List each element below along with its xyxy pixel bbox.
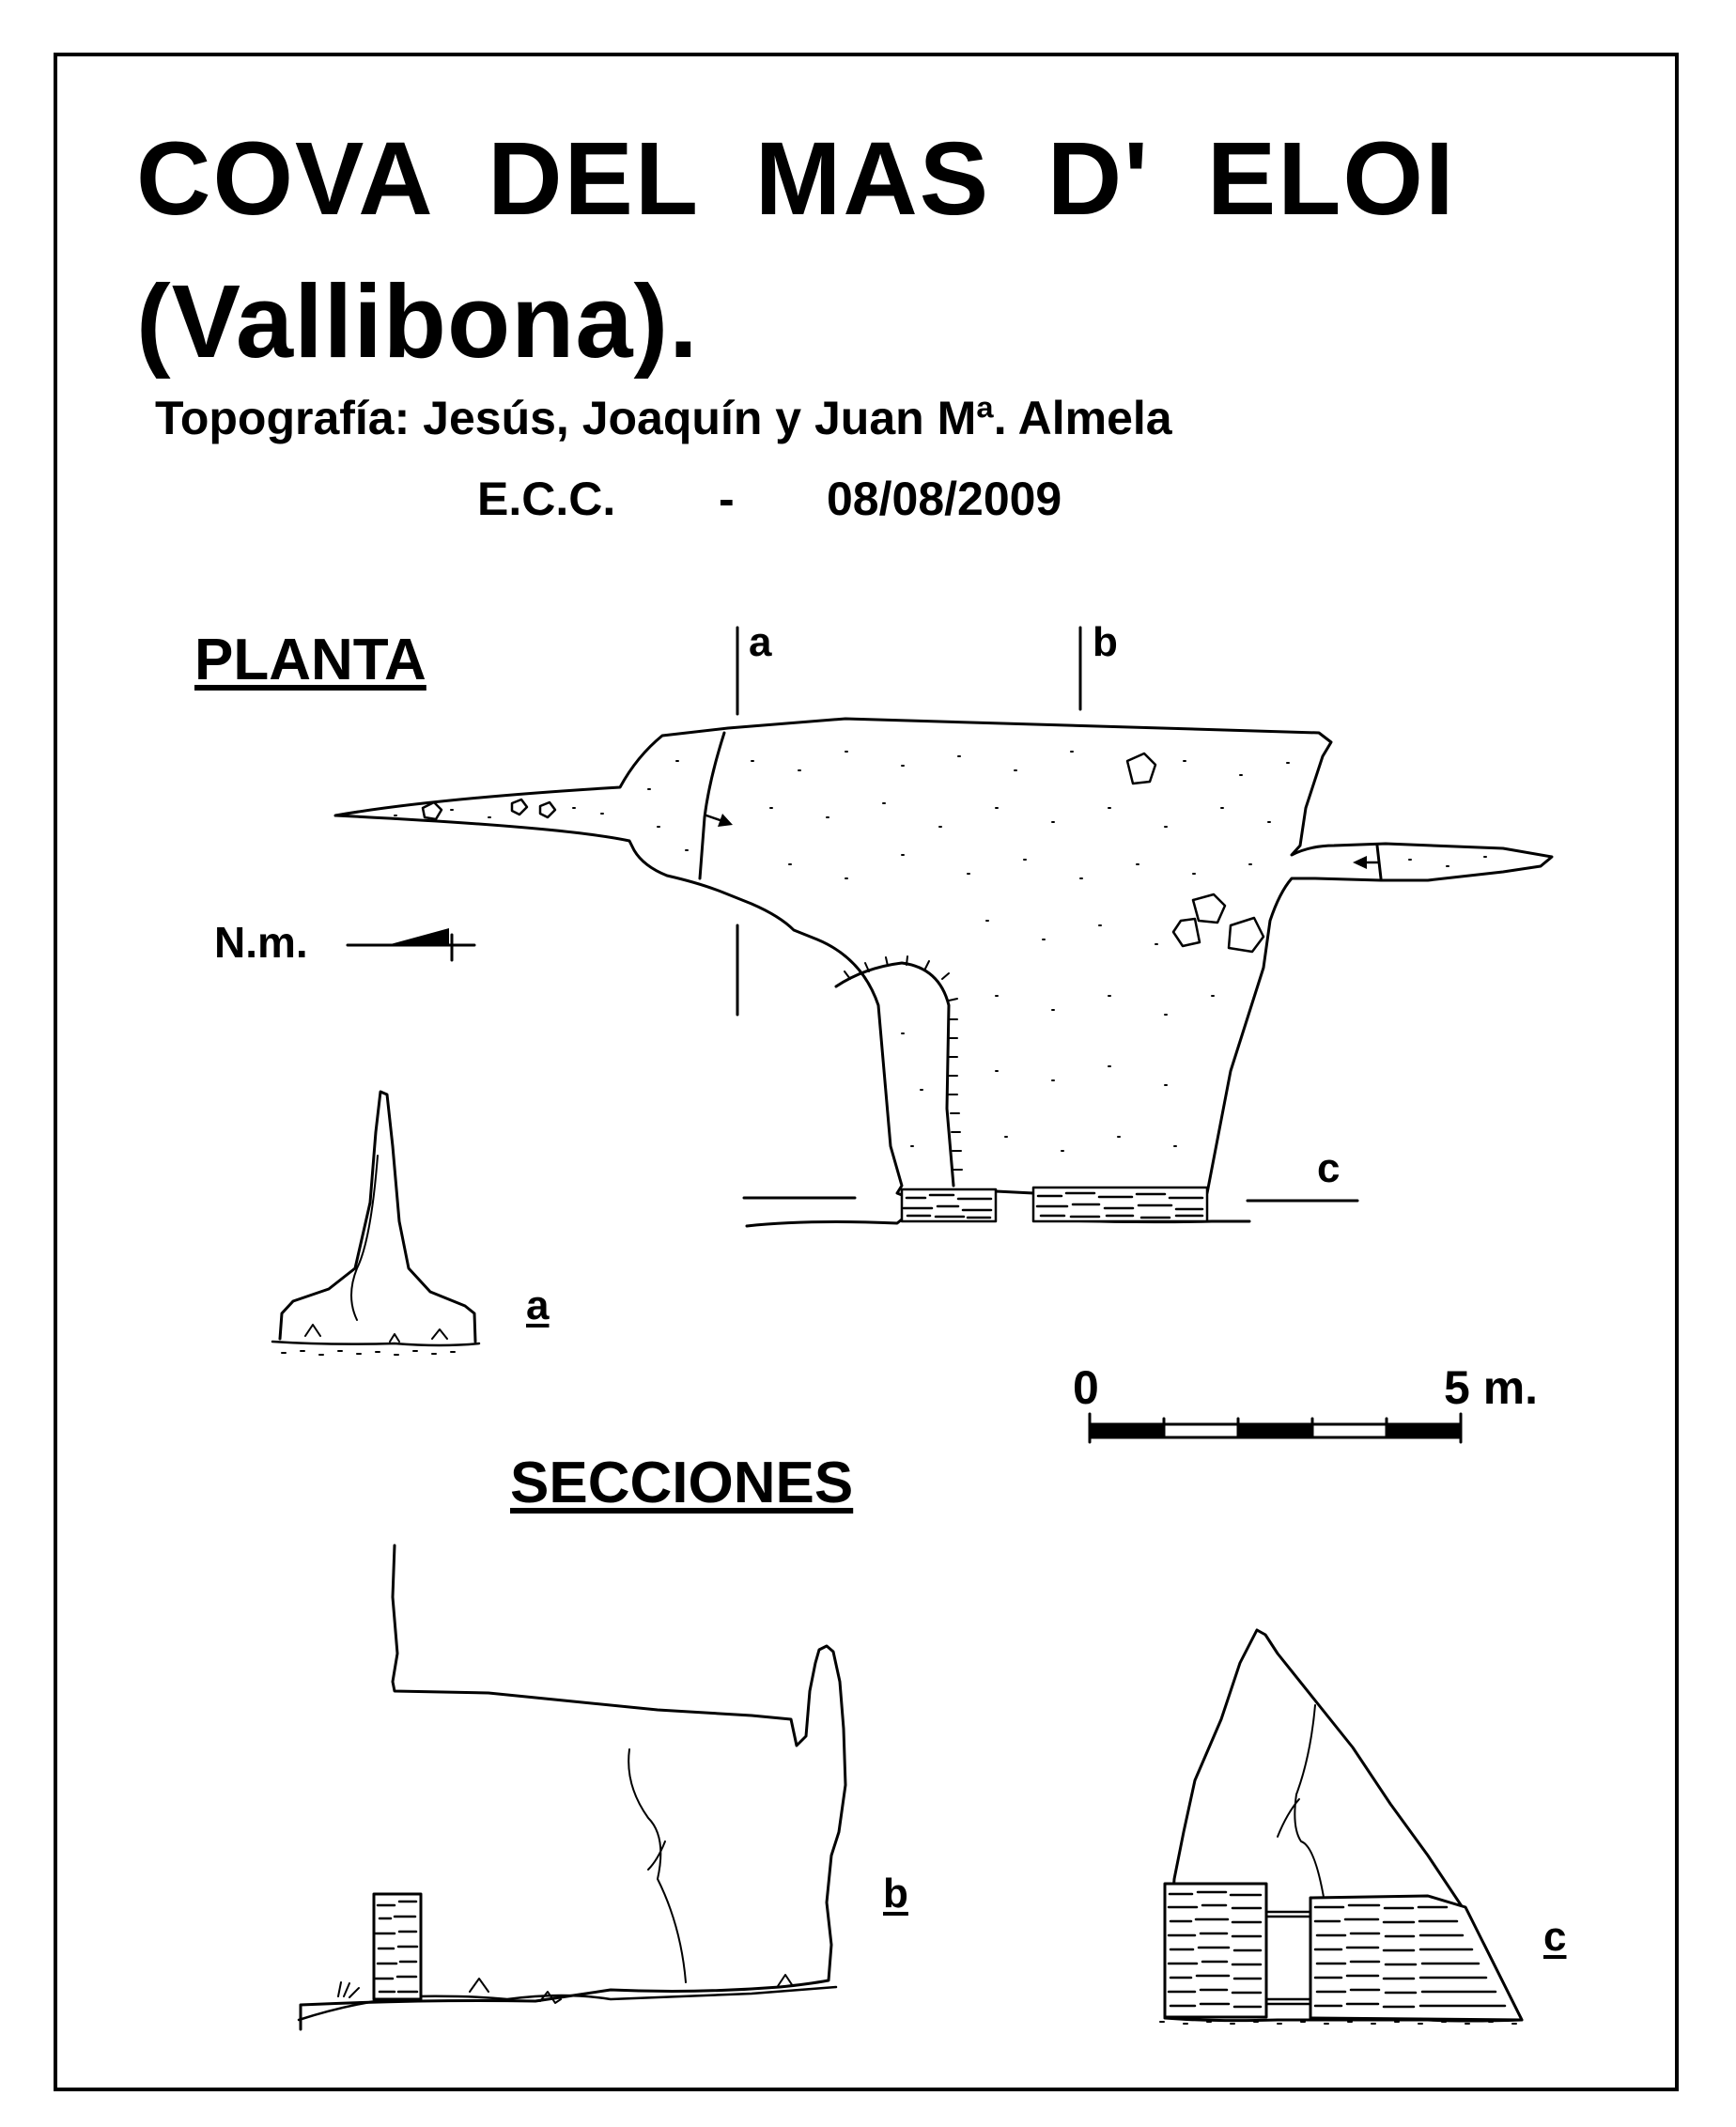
north-label: N.m. [214, 918, 308, 967]
plan-floor-stipple [395, 752, 1486, 1151]
section-mark-c: c [1317, 1145, 1341, 1191]
section-mark-b: b [1093, 619, 1118, 665]
section-label-b: b [883, 1871, 908, 1917]
scale-segment-5 [1387, 1424, 1461, 1437]
credit-separator: - [719, 473, 735, 525]
plan-alcove-hatching [845, 956, 962, 1170]
club-name: E.C.C. [477, 473, 616, 525]
survey-date: 08/08/2009 [827, 473, 1062, 525]
plan-boulders [423, 753, 1263, 952]
section-b-drawing [299, 1545, 845, 2029]
survey-credits: Topografía: Jesús, Joaquín y Juan Mª. Almela [155, 392, 1172, 444]
scale-start-label: 0 [1073, 1361, 1099, 1414]
title-line-1: COVA DEL MAS D' ELOI [136, 121, 1456, 237]
plan-section-cut-lines [737, 628, 1357, 1201]
north-arrow [348, 928, 474, 960]
scale-segment-3 [1238, 1424, 1312, 1437]
scale-segment-1 [1090, 1424, 1164, 1437]
section-label-c: c [1543, 1914, 1567, 1960]
section-label-a: a [526, 1282, 550, 1328]
scale-end-label: 5 m. [1444, 1361, 1539, 1414]
plan-heading: PLANTA [194, 628, 426, 692]
sections-heading: SECCIONES [510, 1451, 854, 1515]
section-c-drawing [1160, 1630, 1522, 2024]
scale-bar [1090, 1414, 1461, 1442]
title-line-2: (Vallibona). [136, 264, 699, 380]
section-a-drawing [272, 1092, 479, 1355]
cave-plan-outline [335, 719, 1552, 1226]
plan-slope-arrows [706, 815, 1379, 862]
section-mark-a: a [749, 619, 772, 665]
plan-entrance-walls [902, 1188, 1207, 1221]
